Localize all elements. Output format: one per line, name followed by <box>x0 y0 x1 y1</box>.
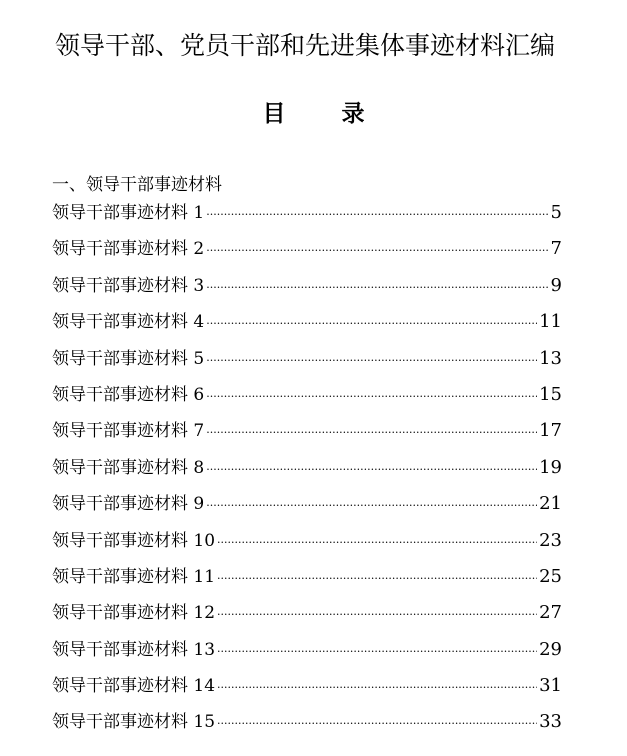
toc-entry-page: 19 <box>539 456 562 478</box>
dot-leader <box>217 636 537 666</box>
dot-leader <box>217 563 537 593</box>
toc-entry-label: 领导干部事迹材料 10 <box>52 530 216 551</box>
toc-entry-label: 领导干部事迹材料 4 <box>52 312 205 333</box>
toc-entry-page: 27 <box>539 602 562 624</box>
toc-entry[interactable] <box>52 235 562 271</box>
dot-leader <box>206 454 537 484</box>
toc-entry[interactable] <box>52 381 562 417</box>
toc-entry[interactable] <box>52 563 562 599</box>
toc-entry[interactable] <box>52 308 562 344</box>
toc-entry[interactable] <box>52 199 562 235</box>
toc-entry-page: 11 <box>539 311 562 333</box>
toc-entry-label: 领导干部事迹材料 9 <box>52 494 205 515</box>
toc-entry-page: 7 <box>550 238 562 260</box>
toc-entry-label: 领导干部事迹材料 11 <box>52 566 216 587</box>
toc-entry[interactable] <box>52 527 562 563</box>
toc-entry-label: 领导干部事迹材料 7 <box>52 421 205 442</box>
toc-entry-page: 25 <box>539 565 562 587</box>
toc-entry-page: 13 <box>539 347 562 369</box>
dot-leader <box>206 308 537 338</box>
dot-leader <box>206 490 537 520</box>
dot-leader <box>206 272 548 302</box>
toc-entry-label: 领导干部事迹材料 5 <box>52 348 205 369</box>
toc-entry-label: 领导干部事迹材料 15 <box>52 712 216 733</box>
toc-entry-page: 23 <box>539 529 562 551</box>
toc-entry-label: 领导干部事迹材料 13 <box>52 639 216 660</box>
dot-leader <box>217 527 537 557</box>
dot-leader <box>206 199 548 229</box>
dot-leader <box>206 235 548 265</box>
toc-entry[interactable] <box>52 417 562 453</box>
toc-entry-page: 33 <box>539 711 562 733</box>
toc-entry-page: 15 <box>539 383 562 405</box>
document-title: 领导干部、党员干部和先进集体事迹材料汇编 <box>54 31 555 60</box>
dot-leader <box>217 672 537 702</box>
toc-list <box>52 199 562 745</box>
toc-entry[interactable] <box>52 636 562 672</box>
toc-entry-label: 领导干部事迹材料 2 <box>52 239 205 260</box>
toc-entry-page: 9 <box>550 274 562 296</box>
dot-leader <box>217 708 537 738</box>
toc-entry-label: 领导干部事迹材料 3 <box>52 275 205 296</box>
section-heading: 一、领导干部事迹材料 <box>52 175 222 195</box>
toc-entry-label: 领导干部事迹材料 12 <box>52 603 216 624</box>
dot-leader <box>217 599 537 629</box>
toc-entry-page: 21 <box>539 493 562 515</box>
dot-leader <box>206 345 537 375</box>
toc-entry-label: 领导干部事迹材料 1 <box>52 203 205 223</box>
toc-entry[interactable] <box>52 708 562 744</box>
toc-entry-page: 31 <box>539 675 562 697</box>
toc-entry[interactable] <box>52 490 562 526</box>
toc-entry-page: 5 <box>550 202 562 223</box>
toc-entry-label: 领导干部事迹材料 14 <box>52 676 216 697</box>
toc-entry[interactable] <box>52 599 562 635</box>
toc-entry-label: 领导干部事迹材料 8 <box>52 457 205 478</box>
toc-entry-page: 29 <box>539 638 562 660</box>
dot-leader <box>206 381 537 411</box>
dot-leader <box>206 417 537 447</box>
toc-entry-page: 17 <box>539 420 562 442</box>
toc-entry[interactable] <box>52 672 562 708</box>
toc-entry[interactable] <box>52 272 562 308</box>
toc-heading: 目 录 <box>262 100 389 127</box>
toc-entry-label: 领导干部事迹材料 6 <box>52 384 205 405</box>
toc-entry[interactable] <box>52 454 562 490</box>
toc-entry[interactable] <box>52 345 562 381</box>
